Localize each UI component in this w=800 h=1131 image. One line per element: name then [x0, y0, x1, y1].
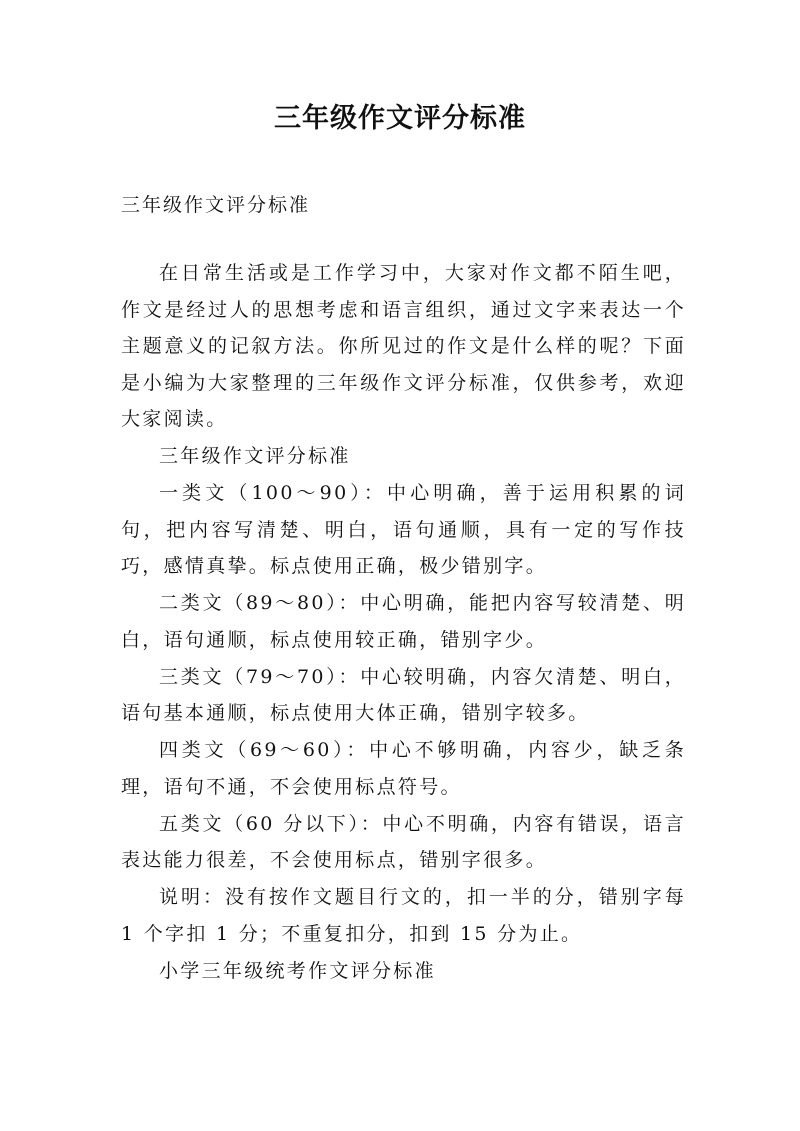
paragraph-section-heading: 三年级作文评分标准: [159, 445, 351, 467]
document-title: 三年级作文评分标准: [274, 103, 526, 134]
paragraph-next-heading: 小学三年级统考作文评分标准: [159, 959, 436, 982]
paragraph-note: 说明：没有按作文题目行文的，扣一半的分，错别字每 1 个字扣 1 分；不重复扣分，扣到 15 分为止。: [121, 886, 686, 945]
paragraph-grade-4: 四类文（69～60）：中心不够明确，内容少，缺乏条理，语句不通，不会使用标点符号。: [121, 739, 686, 798]
paragraph-grade-3: 三类文（79～70）：中心较明确，内容欠清楚、明白，语句基本通顺，标点使用大体正确，错别字较多。: [121, 665, 686, 724]
paragraph-grade-1: 一类文（100～90）：中心明确，善于运用积累的词句，把内容写清楚、明白，语句通顺，具有一定的写作技巧，感情真挚。标点使用正确，极少错别字。: [121, 482, 686, 577]
document-body: [121, 255, 686, 990]
document-subtitle: 三年级作文评分标准: [121, 194, 311, 216]
paragraph-grade-5: 五类文（60 分以下）：中心不明确，内容有错误，语言表达能力很差，不会使用标点，错别字很多。: [121, 812, 686, 871]
paragraph-intro: 在日常生活或是工作学习中，大家对作文都不陌生吧，作文是经过人的思想考虑和语言组织，通过文字来表达一个主题意义的记叙方法。你所见过的作文是什么样的呢？下面是小编为大家整理的三年级作文评分标准，仅供参考，欢迎大家阅读。: [121, 262, 686, 430]
paragraph-grade-2: 二类文（89～80）：中心明确，能把内容写较清楚、明白，语句通顺，标点使用较正确，错别字少。: [121, 592, 686, 651]
